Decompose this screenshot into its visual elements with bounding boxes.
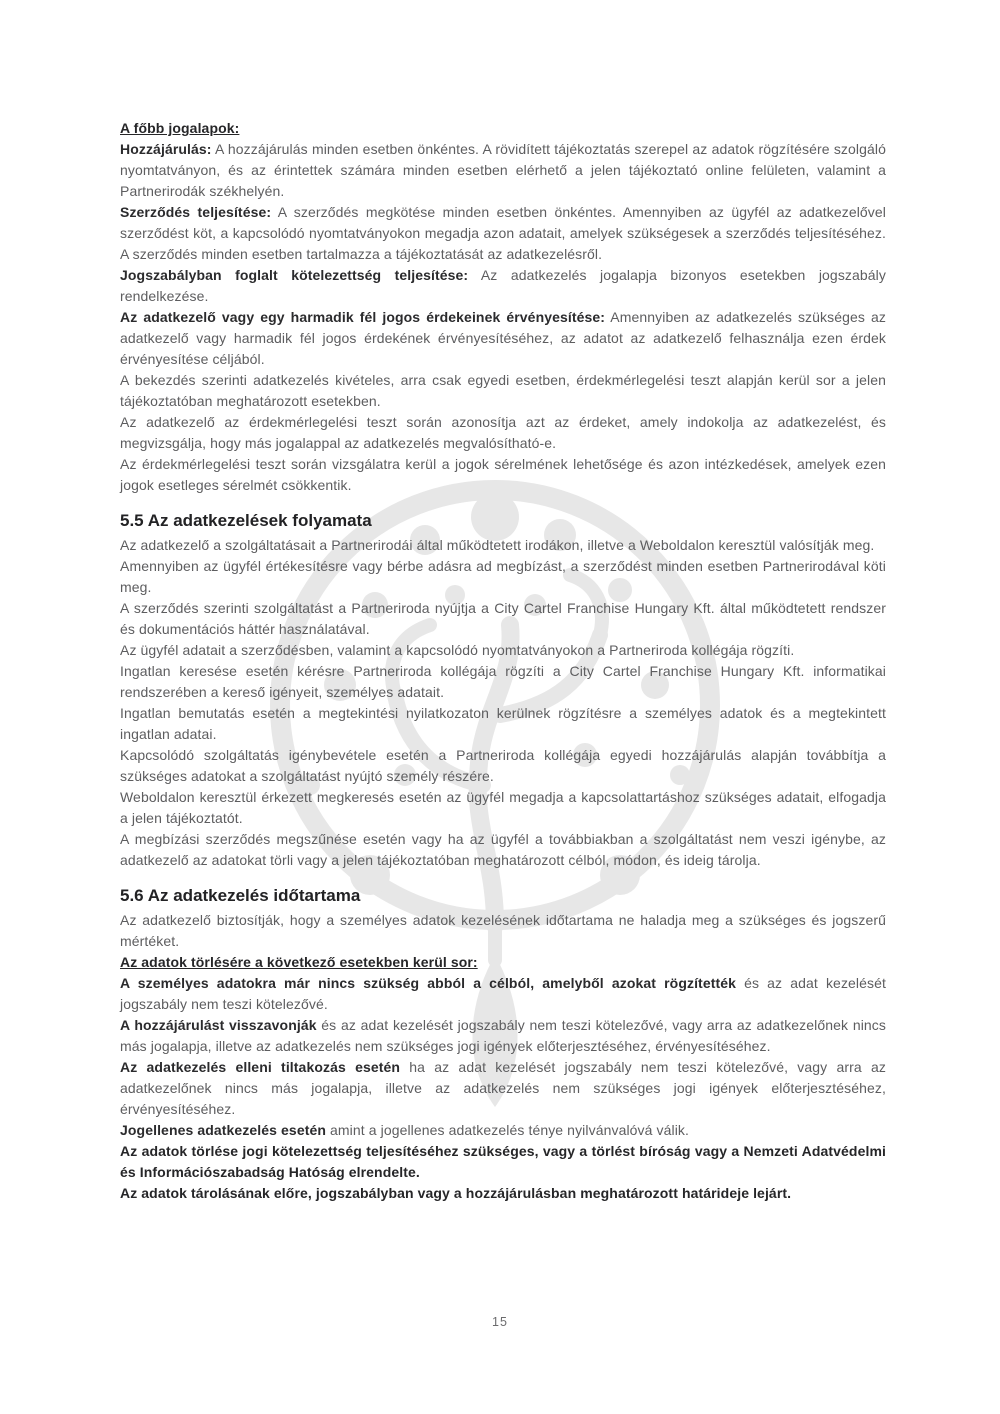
paragraph-deletion-consent-withdrawn-lead: A hozzájárulást visszavonják <box>120 1017 317 1033</box>
paragraph-legal-obligation <box>120 265 886 307</box>
paragraph-contract-text: A szerződés megkötése minden esetben önkéntes. Amennyiben az ügyfél az adatkezelővel szerződést köt, a kapcsolódó nyomtatványokon megadja azon adatait, amelyek szükségesek a szerződés teljesítéséhez. A szerződés minden esetben tartalmazza a tájékoztatását az adatkezelésről. <box>120 204 886 262</box>
paragraph-process-offices: Az adatkezelő a szolgáltatásait a Partnerirodái által működtetett irodákon, illetve a Weboldalon keresztül valósítják meg. <box>120 537 875 553</box>
paragraph-process-data-recording: Az ügyfél adatait a szerződésben, valamint a kapcsolódó nyomtatványokon a Partneriroda kollégája rögzíti. <box>120 642 795 658</box>
paragraph-consent-text: A hozzájárulás minden esetben önkéntes. A rövidített tájékoztatás szerepel az adatok rögzítésére szolgáló nyomtatványon, és az érintettek számára minden esetben elérhető a jelen tájékoztató online felületen, valamint a Partnerirodák székhelyén. <box>120 141 886 199</box>
paragraph-deletion-consent-withdrawn <box>120 1015 886 1057</box>
paragraph-legitimate-interest-text: Amennyiben az adatkezelés szükséges az adatkezelő vagy harmadik fél jogos érdekének érvényesítéséhez, az adatot az adatkezelő felhasználja ezen érdek érvényesítése céljából. <box>120 309 886 367</box>
paragraph-process-mandate: Amennyiben az ügyfél értékesítésre vagy bérbe adásra ad megbízást, a szerződést minden esetben Partnerirodával köti meg. <box>120 558 886 595</box>
paragraph-deletion-unlawful <box>120 1120 886 1141</box>
deletion-cases-heading: Az adatok törlésére a következő esetekben kerül sor: <box>120 954 478 970</box>
paragraph-contract <box>120 202 886 265</box>
paragraph-legal-obligation-lead: Jogszabályban foglalt kötelezettség teljesítése: <box>120 267 469 283</box>
paragraph-contract-lead: Szerződés teljesítése: <box>120 204 272 220</box>
page-number: 15 <box>492 1315 508 1329</box>
section-heading-5-6: 5.6 Az adatkezelés időtartama <box>120 886 361 905</box>
paragraph-deletion-objection-lead: Az adatkezelés elleni tiltakozás esetén <box>120 1059 401 1075</box>
paragraph-consent-lead: Hozzájárulás: <box>120 141 212 157</box>
paragraph-consent <box>120 139 886 202</box>
paragraph-deletion-no-longer-needed <box>120 973 886 1015</box>
paragraph-deletion-consent-withdrawn-text: és az adat kezelését jogszabály nem teszi kötelezővé, vagy arra az adatkezelőnek nincs más jogalapja, illetve az adatkezelés nem szükséges jogi igények előterjesztéséhez, érvényesítéséhez. <box>120 1017 886 1054</box>
paragraph-deletion-no-longer-needed-lead: A személyes adatokra már nincs szükség abból a célból, amelyből azokat rögzítették <box>120 975 737 991</box>
paragraph-deletion-unlawful-lead: Jogellenes adatkezelés esetén <box>120 1122 327 1138</box>
paragraph-process-website-contact: Weboldalon keresztül érkezett megkeresés esetén az ügyfél megadja a kapcsolattartáshoz szükséges adatait, elfogadja a jelen tájékoztatót. <box>120 789 886 826</box>
page-content <box>120 118 886 1204</box>
paragraph-legitimate-interest-lead: Az adatkezelő vagy egy harmadik fél jogos érdekeinek érvényesítése: <box>120 309 606 325</box>
paragraph-legal-obligation-text: Az adatkezelés jogalapja bizonyos esetekben jogszabály rendelkezése. <box>120 267 886 304</box>
paragraph-process-property-search: Ingatlan keresése esetén kérésre Partneriroda kollégája rögzíti a City Cartel Franchise Hungary Kft. informatikai rendszerében a kereső igényeit, személyes adatait. <box>120 663 886 700</box>
paragraph-deletion-objection-text: ha az adat kezelését jogszabály nem teszi kötelezővé, vagy arra az adatkezelőnek nincs más jogalapja, illetve az adatkezelés nem szükséges jogi igények előterjesztéséhez, érvényesítéséhez. <box>120 1059 886 1117</box>
paragraph-deletion-objection <box>120 1057 886 1120</box>
legal-bases-heading: A főbb jogalapok: <box>120 120 240 136</box>
paragraph-process-related-services: Kapcsolódó szolgáltatás igénybevétele esetén a Partneriroda kollégája egyedi hozzájárulás alapján továbbítja a szükséges adatokat a szolgáltatást nyújtó személy részére. <box>120 747 886 784</box>
paragraph-deletion-court-order: Az adatok törlése jogi kötelezettség teljesítéséhez szükséges, vagy a törlést bíróság vagy a Nemzeti Adatvédelmi és Információszabadság Hatóság elrendelte. <box>120 1143 886 1180</box>
paragraph-deletion-no-longer-needed-text: és az adat kezelését jogszabály nem teszi kötelezővé. <box>120 975 887 1012</box>
paragraph-process-franchise-system: A szerződés szerinti szolgáltatást a Partneriroda nyújtja a City Cartel Franchise Hungary Kft. által működtetett rendszer és dokumentációs háttér használatával. <box>120 600 886 637</box>
paragraph-process-property-viewing: Ingatlan bemutatás esetén a megtekintési nyilatkozaton kerülnek rögzítésre a személyes adatok és a megtekintett ingatlan adatai. <box>120 705 886 742</box>
section-heading-5-5: 5.5 Az adatkezelések folyamata <box>120 511 372 530</box>
paragraph-deletion-unlawful-text: amint a jogellenes adatkezelés ténye nyilvánvalóvá válik. <box>326 1122 690 1138</box>
paragraph-legitimate-interest <box>120 307 886 370</box>
paragraph-process-contract-termination: A megbízási szerződés megszűnése esetén vagy ha az ügyfél a továbbiakban a szolgáltatást nem veszi igénybe, az adatkezelő az adatokat törli vagy a jelen tájékoztatóban meghatározott célból, módon, és ideig tárolja. <box>120 831 886 868</box>
paragraph-interest-test-identify: Az adatkezelő az érdekmérlegelési teszt során azonosítja azt az érdeket, amely indokolja az adatkezelést, és megvizsgálja, hogy más jogalappal az adatkezelés megvalósítható-e. <box>120 414 886 451</box>
paragraph-duration-guarantee: Az adatkezelő biztosítják, hogy a személyes adatok kezelésének időtartama ne haladja meg a szükséges és jogszerű mértéket. <box>120 912 886 949</box>
paragraph-interest-test-review: Az érdekmérlegelési teszt során vizsgálatra kerül a jogok sérelmének lehetősége és azon intézkedések, amelyek ezen jogok esetleges sérelmét csökkentik. <box>120 456 886 493</box>
paragraph-deletion-deadline-expired: Az adatok tárolásának előre, jogszabályban vagy a hozzájárulásban meghatározott határideje lejárt. <box>120 1185 792 1201</box>
paragraph-exceptional-processing: A bekezdés szerinti adatkezelés kivételes, arra csak egyedi esetben, érdekmérlegelési teszt alapján kerül sor a jelen tájékoztatóban meghatározott esetekben. <box>120 372 886 409</box>
page-footer <box>0 1313 1000 1331</box>
